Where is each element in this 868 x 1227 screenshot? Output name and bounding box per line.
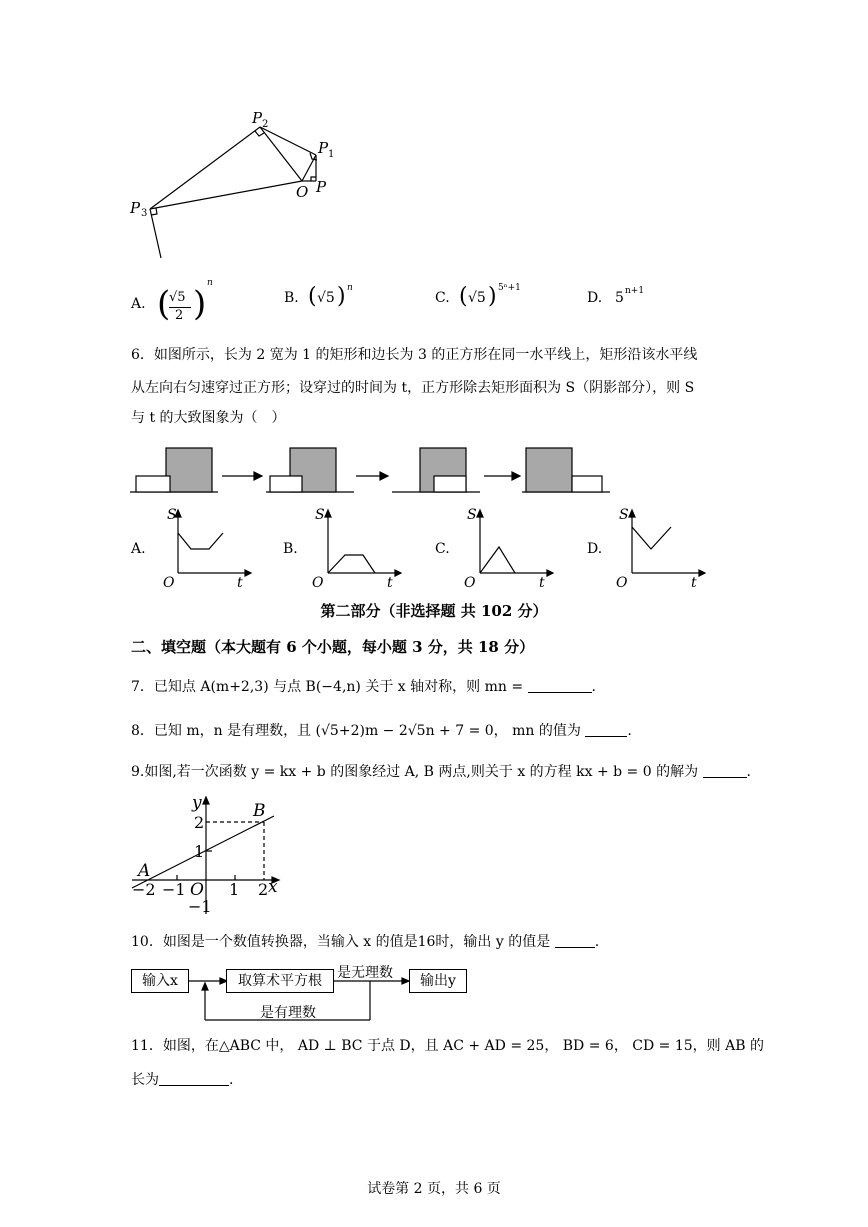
label-rational: 是有理数 — [260, 1005, 316, 1021]
svg-text:1: 1 — [194, 842, 205, 861]
q9-text: 9.如图,若一次函数 y = kx + b 的图象经过 A, B 两点,则关于 x 的方程 kx + b = 0 的解为 — [131, 764, 699, 780]
question-7: 7．已知点 A(m+2,3) 与点 B(−4,n) 关于 x 轴对称，则 mn = . — [131, 679, 596, 695]
figure-q6-sequence — [128, 444, 618, 496]
b-base: √5 — [317, 290, 335, 306]
question-11-line-1: 11．如图，在△ABC 中， AD ⊥ BC 于点 D，且 AC + AD = 25， BD = 6， CD = 15，则 AB 的 — [131, 1038, 764, 1054]
label-irrational: 是无理数 — [337, 965, 393, 981]
b-exponent: n — [347, 283, 353, 293]
figure-q5 — [120, 105, 350, 265]
svg-text:−2: −2 — [132, 880, 156, 899]
svg-text:t: t — [237, 575, 243, 590]
svg-text:t: t — [691, 575, 697, 590]
q7-text: 7．已知点 A(m+2,3) 与点 B(−4,n) 关于 x 轴对称，则 mn = — [131, 679, 524, 695]
option-letter: D. — [587, 541, 603, 557]
input-x-box: 输入x — [131, 969, 189, 993]
svg-text:S: S — [619, 507, 629, 523]
svg-text:2: 2 — [194, 813, 205, 832]
question-11-line-2: 长为 . — [131, 1072, 234, 1088]
q8-answer-blank[interactable] — [585, 722, 627, 737]
label-p3: P — [130, 199, 141, 217]
figure-q9-graph — [128, 792, 288, 920]
q6-option-c[interactable] — [435, 505, 555, 590]
q6-option-a[interactable] — [131, 505, 251, 590]
c-exponent: 5ⁿ+1 — [498, 283, 521, 293]
a-exponent: n — [207, 278, 213, 288]
q9-answer-blank[interactable] — [703, 763, 747, 778]
a-denominator: 2 — [175, 308, 184, 323]
d-base: 5 — [615, 290, 624, 306]
option-letter: C. — [435, 541, 450, 557]
svg-text:S: S — [167, 507, 177, 523]
option-letter: B. — [284, 290, 299, 306]
q6-line-1: 6．如图所示，长为 2 宽为 1 的矩形和边长为 3 的正方形在同一水平线上，矩形沿该水平线 — [131, 347, 698, 363]
q6-option-d[interactable] — [587, 505, 707, 590]
svg-text:2: 2 — [258, 880, 269, 899]
question-10: 10．如图是一个数值转换器，当输入 x 的值是16时，输出 y 的值是 . — [131, 934, 600, 950]
svg-text:O: O — [163, 575, 175, 590]
label-p2: P — [252, 109, 263, 127]
svg-text:S: S — [467, 507, 477, 523]
q6-line-3: 与 t 的大致图象为（ ） — [131, 410, 286, 426]
point-a-label: A — [138, 861, 151, 881]
label-p1-sub: 1 — [328, 149, 335, 160]
option-letter: B. — [283, 541, 298, 557]
y-axis-label: y — [192, 793, 202, 813]
section-title: 第二部分（非选择题 共 102 分） — [320, 602, 548, 620]
svg-text:1: 1 — [229, 880, 240, 899]
option-letter: D. — [587, 290, 603, 306]
option-letter: A. — [131, 296, 146, 312]
label-p2-sub: 2 — [262, 119, 269, 130]
q8-text: 8．已知 m，n 是有理数，且 (√5+2)m − 2√5n + 7 = 0， mn 的值为 — [131, 723, 581, 739]
q11-answer-blank[interactable] — [159, 1071, 229, 1086]
svg-text:O: O — [616, 575, 628, 590]
q10-text: 10．如图是一个数值转换器，当输入 x 的值是16时，输出 y 的值是 — [131, 934, 551, 950]
option-letter: C. — [435, 290, 450, 306]
a-numerator: √5 — [169, 290, 186, 305]
label-p1: P — [318, 139, 329, 157]
x-axis-label: x — [268, 877, 278, 897]
output-y-box: 输出y — [409, 969, 467, 993]
section-heading: 二、填空题（本大题有 6 个小题，每小题 3 分，共 18 分） — [131, 638, 535, 656]
svg-text:−1: −1 — [162, 880, 186, 899]
origin-label: O — [190, 880, 204, 900]
svg-text:t: t — [387, 575, 393, 590]
label-p3-sub: 3 — [141, 208, 148, 219]
svg-text:t: t — [539, 575, 545, 590]
question-9: 9.如图,若一次函数 y = kx + b 的图象经过 A, B 两点,则关于 x 的方程 kx + b = 0 的解为 . — [131, 764, 751, 780]
q10-answer-blank[interactable] — [555, 933, 595, 948]
svg-text:S: S — [315, 507, 325, 523]
page-footer: 试卷第 2 页，共 6 页 — [367, 1181, 501, 1197]
label-o: O — [296, 183, 309, 201]
question-8: 8．已知 m，n 是有理数，且 (√5+2)m − 2√5n + 7 = 0， mn 的值为 . — [131, 723, 632, 739]
label-p: P — [316, 178, 327, 196]
sqrt-box: 取算术平方根 — [226, 969, 334, 993]
svg-text:O: O — [312, 575, 324, 590]
svg-text:−1: −1 — [188, 897, 212, 916]
d-exponent: n+1 — [625, 286, 645, 296]
q6-option-b[interactable] — [283, 505, 403, 590]
option-letter: A. — [131, 541, 146, 557]
q6-line-2: 从左向右匀速穿过正方形；设穿过的时间为 t，正方形除去矩形面积为 S（阴影部分），则 S — [131, 380, 695, 396]
c-base: √5 — [468, 290, 486, 306]
point-b-label: B — [253, 801, 266, 821]
q7-answer-blank[interactable] — [528, 678, 592, 693]
svg-text:O: O — [464, 575, 476, 590]
